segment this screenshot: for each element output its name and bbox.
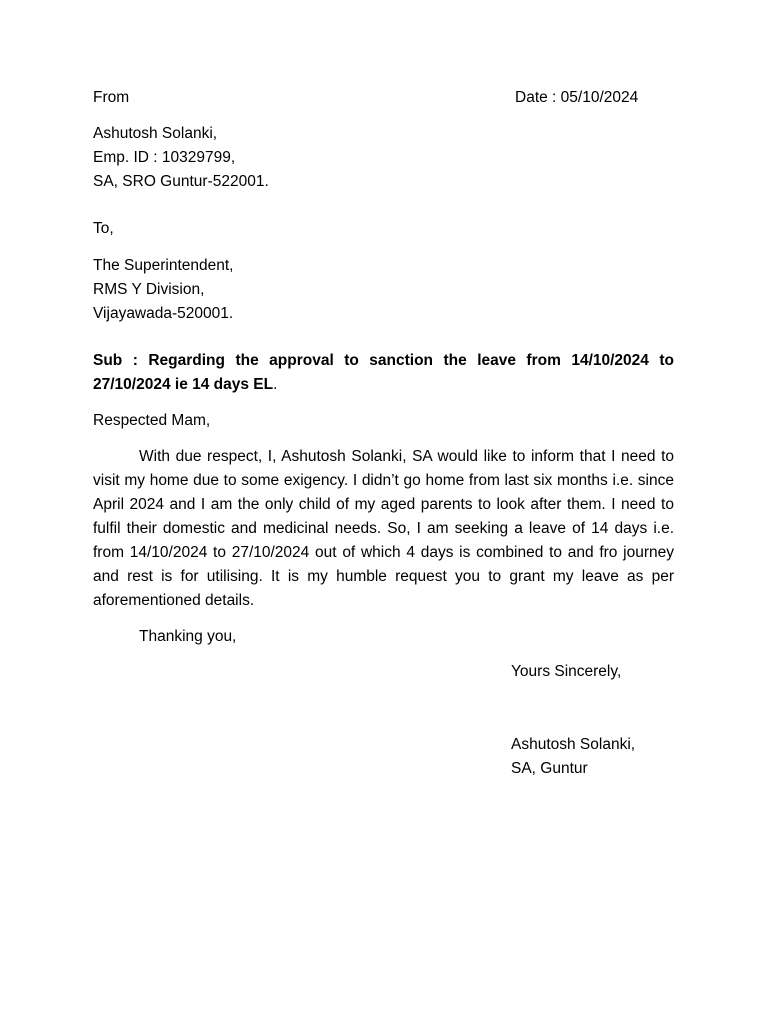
body-paragraph [93,445,674,613]
salutation: Respected Mam, [93,412,211,429]
recipient-division: RMS Y Division, [93,281,205,298]
sender-name: Ashutosh Solanki, [93,125,218,142]
body-text: With due respect, I, Ashutosh Solanki, SA would like to inform that I need to visit my home due to some exigency. I didn’t go home from last six months i.e. since April 2024 and I am the only child of my aged parents to look after them. I need to fulfil their domestic and medicinal needs. So, I am seeking a leave of 14 days i.e. from 14/10/2024 to 27/10/2024 out of which 4 days is combined to and fro journey and rest is for utilising. It is my humble request you to grant my leave as per aforementioned details. [93,448,674,609]
subject-line-2: 27/10/2024 ie 14 days EL [93,376,274,393]
letter-date: Date : 05/10/2024 [515,89,639,106]
closing: Yours Sincerely, [511,663,622,680]
recipient-title: The Superintendent, [93,257,234,274]
subject-end: . [273,376,278,393]
sender-emp-id: Emp. ID : 10329799, [93,149,236,166]
signature-name: Ashutosh Solanki, [511,736,636,753]
thanks-line: Thanking you, [139,628,237,645]
subject-line [93,349,674,397]
from-label: From [93,89,130,106]
signature-designation: SA, Guntur [511,760,588,777]
subject-line-1: Sub : Regarding the approval to sanction the leave from 14/10/2024 to [93,352,674,369]
sender-address: SA, SRO Guntur-522001. [93,173,269,190]
to-label: To, [93,220,114,237]
recipient-address: Vijayawada-520001. [93,305,234,322]
